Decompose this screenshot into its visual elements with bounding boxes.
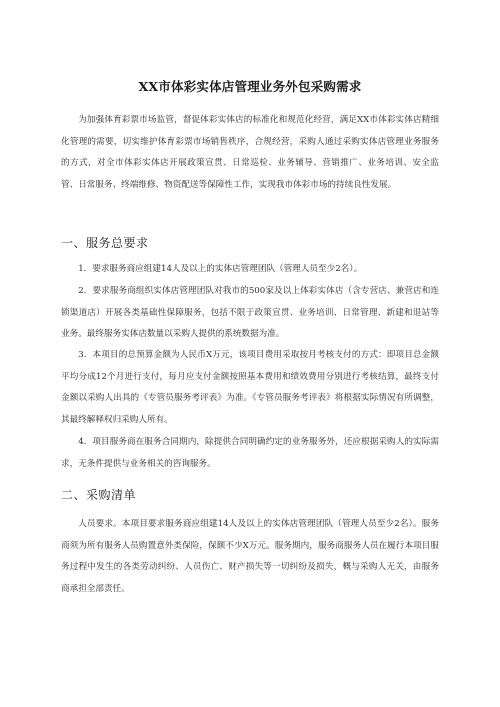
requirement-item-4: 4．项目服务商在服务合同期内，除提供合同明确约定的业务服务外，还应根据采购人的实际需求，无条件提供与业务相关的咨询服务。: [61, 437, 439, 469]
document-title: XX市体彩实体店管理业务外包采购需求: [138, 79, 362, 94]
requirement-item-3: 3．本项目的总预算金额为人民币X万元，该项目费用采取按月考核支付的方式：即项目总金额平均分成12个月进行支付，每月应支付金额按照基本费用和绩效费用分别进行考核结算，最终支付金额以采购人出具的《专管员服务考评表》为准。《专管员服务考评表》将根据实际情况有所调整，其最终解释权归采购人所有。: [61, 350, 439, 426]
requirement-item-1: 1．要求服务商应组建14人及以上的实体店管理团队（管理人员至少2名）。: [78, 264, 363, 274]
personnel-requirements-paragraph: 人员要求。本项目要求服务商应组建14人及以上的实体店管理团队（管理人员至少2名）。服务商须为所有服务人员购置意外类保险，保额不少X万元。服务期内，服务商服务人员在履行本项目服务过程中发生的各类劳动纠纷、人员伤亡、财产损失等一切纠纷及损失，概与采购人无关，由服务商承担全部责任。: [61, 519, 439, 595]
section-heading-general-requirements: 一、服务总要求: [61, 236, 149, 250]
section-heading-procurement-list: 二、采购清单: [61, 488, 137, 502]
intro-paragraph: 为加强体育彩票市场监管，督促体彩实体店的标准化和规范化经营，满足XX市体彩实体店精细化管理的需要，切实维护体育彩票市场销售秩序，合规经营，采购人通过采购实体店管理业务服务的方式，对全市体彩实体店开展政策宣贯、日常巡检、业务辅导、营销推广、业务培训、安全监管、日常服务、终端维修、物资配送等保障性工作，实现我市体彩市场的持续良性发展。: [61, 115, 439, 191]
requirement-item-2: 2．要求服务商组织实体店管理团队对我市的500家及以上体彩实体店（含专营店、兼营店和连锁渠道店）开展各类基础性保障服务，包括不限于政策宣贯、业务培训、日常管理、新建和退站等业务。最终服务实体店数量以采购人提供的系统数据为准。: [61, 286, 439, 340]
